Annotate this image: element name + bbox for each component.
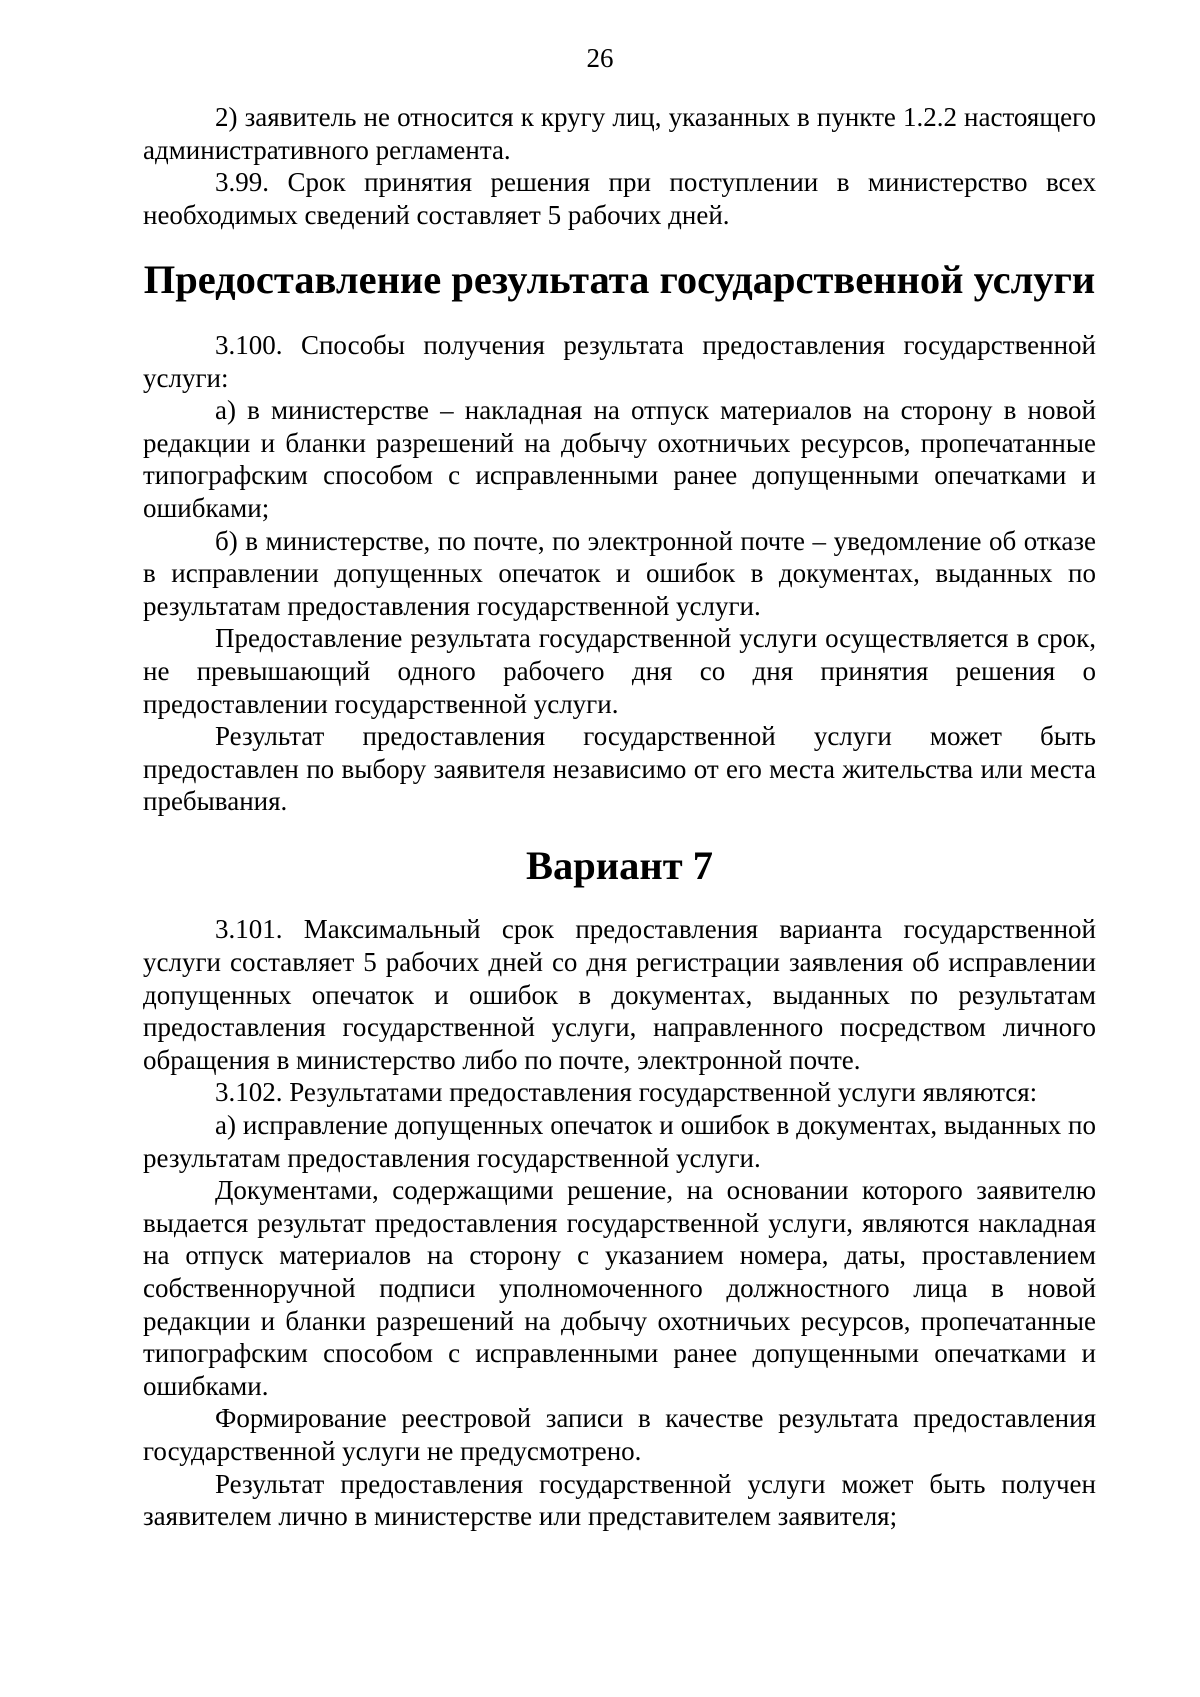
paragraph-3-99: 3.99. Срок принятия решения при поступлении в министерство всех необходимых сведений составляет 5 рабочих дней. bbox=[143, 167, 1096, 230]
paragraph-3-101: 3.101. Максимальный срок предоставления варианта государственной услуги составляет 5 рабочих дней со дня регистрации заявления об исправлении допущенных опечаток и ошибок в документах, выданных по результатам предоставления государственной услуги, направленного посредством личного обращения в министерство либо по почте, электронной почте. bbox=[143, 914, 1096, 1075]
paragraph-registry-record: Формирование реестровой записи в качестве результата предоставления государственной услуги не предусмотрено. bbox=[143, 1403, 1096, 1466]
paragraph-item-b: б) в министерстве, по почте, по электронной почте – уведомление об отказе в исправлении допущенных опечаток и ошибок в документах, выданных по результатам предоставления государственной услуги. bbox=[143, 525, 1096, 621]
paragraph-item-a: а) в министерстве – накладная на отпуск материалов на сторону в новой редакции и бланки разрешений на добычу охотничьих ресурсов, пропечатанные типографским способом с исправленными ранее допущенными опечатками и ошибками; bbox=[143, 395, 1096, 523]
paragraph-3-102: 3.102. Результатами предоставления государственной услуги являются: bbox=[215, 1077, 1038, 1108]
section-heading-variant-7: Вариант 7 bbox=[526, 842, 713, 888]
paragraph-result-term: Предоставление результата государственной услуги осуществляется в срок, не превышающий одного рабочего дня со дня принятия решения о предоставлении государственной услуги. bbox=[143, 623, 1096, 719]
document-body bbox=[143, 101, 1096, 1533]
paragraph-result-choice: Результат предоставления государственной услуги может быть предоставлен по выбору заявителя независимо от его места жительства или места пребывания. bbox=[143, 721, 1096, 817]
paragraph-result-receipt: Результат предоставления государственной услуги может быть получен заявителем лично в министерстве или представителем заявителя; bbox=[143, 1468, 1096, 1532]
section-heading-result: Предоставление результата государственной услуги bbox=[143, 257, 1096, 303]
paragraph-documents: Документами, содержащими решение, на основании которого заявителю выдается результат предоставления государственной услуги, являются накладная на отпуск материалов на сторону с указанием номера, даты, проставлением собственноручной подписи уполномоченного должностного лица в новой редакции и бланки разрешений на добычу охотничьих ресурсов, пропечатанные типографским способом с исправленными ранее допущенными опечатками и ошибками. bbox=[143, 1175, 1096, 1401]
paragraph-3-100: 3.100. Способы получения результата предоставления государственной услуги: bbox=[143, 329, 1096, 393]
paragraph-applicant-condition: 2) заявитель не относится к кругу лиц, указанных в пункте 1.2.2 настоящего административного регламента. bbox=[143, 102, 1096, 165]
paragraph-item-a-correction: а) исправление допущенных опечаток и ошибок в документах, выданных по результатам предоставления государственной услуги. bbox=[143, 1110, 1096, 1173]
page-number: 26 bbox=[586, 43, 614, 73]
